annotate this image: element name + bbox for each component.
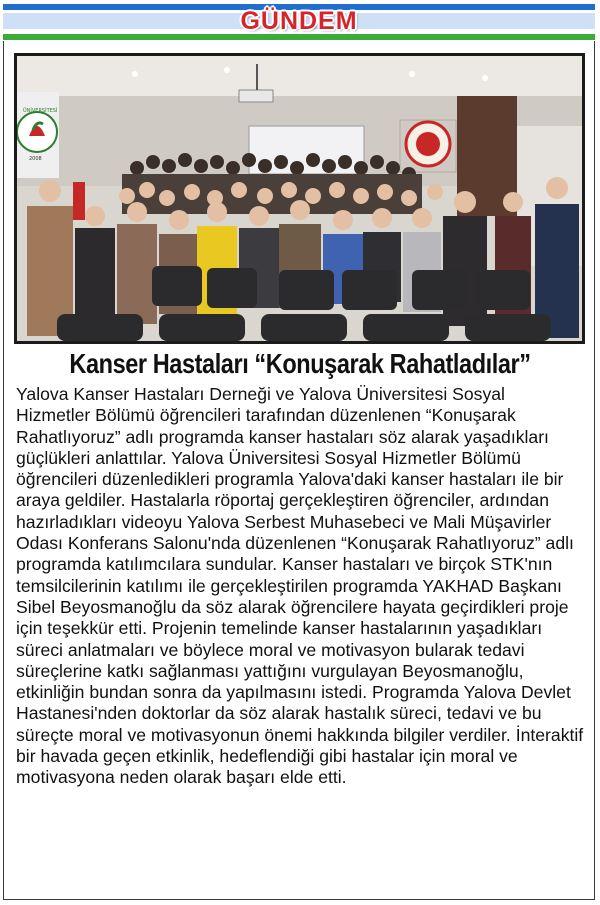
svg-text:2008: 2008 <box>29 156 42 162</box>
article-headline: Kanser Hastaları “Konuşarak Rahatladılar” <box>69 348 531 379</box>
news-photo <box>14 53 585 344</box>
university-logo <box>17 92 59 178</box>
svg-text:ÜNİVERSİTESİ: ÜNİVERSİTESİ <box>23 108 58 114</box>
section-header <box>3 3 595 41</box>
section-title: GÜNDEM <box>240 7 358 35</box>
group-photo-illustration <box>17 56 582 341</box>
article-body: Yalova Kanser Hastaları Derneği ve Yalova Üniversitesi Sosyal Hizmetler Bölümü öğrencileri tarafından düzenlenen “Konuşarak Rahatlıyoruz” adlı programda kanser hastaları söz alarak yaşadıkları güçlükleri anlattılar. Yalova Üniversitesi Sosyal Hizmetler Bölümü öğrencileri düzenledikleri programla Yalova'daki kanser hastaları ile bir araya geldiler. Hastalarla röportaj gerçekleştiren öğrenciler, ardından hazırladıkları videoyu Yalova Serbest Muhasebeci ve Mali Müşavirler Odası Konferans Salonu'nda düzenlenen “Konuşarak Rahatlıyoruz” adlı programda katılımcılara sundular. Kanser hastaları ve birçok STK'nın temsilcilerinin katılımı ile gerçekleştirilen programda YAKHAD Başkanı Sibel Beyosmanoğlu da söz alarak öğrencilere hayata geçirdikleri proje için teşekkür etti. Projenin temelinde kanser hastalarının yaşadıkları süreci anlatmaları ve böylece moral ve motivasyon bularak tedavi süreçlerine katkı sağlanması yattığını vurgulayan Beyosmanoğlu, etkinliğin bundan sonra da yapılmasını istedi. Programda Yalova Devlet Hastanesi'nden doktorlar da söz alarak hastalık süreci, tedavi ve bu süreçte moral ve motivasyonun önemi hakkında bilgiler verdiler. İnteraktif bir havada geçen etkinlik, hedeflendiği gibi hastalar için moral ve motivasyona neden olarak başarı elde etti. <box>16 384 584 788</box>
